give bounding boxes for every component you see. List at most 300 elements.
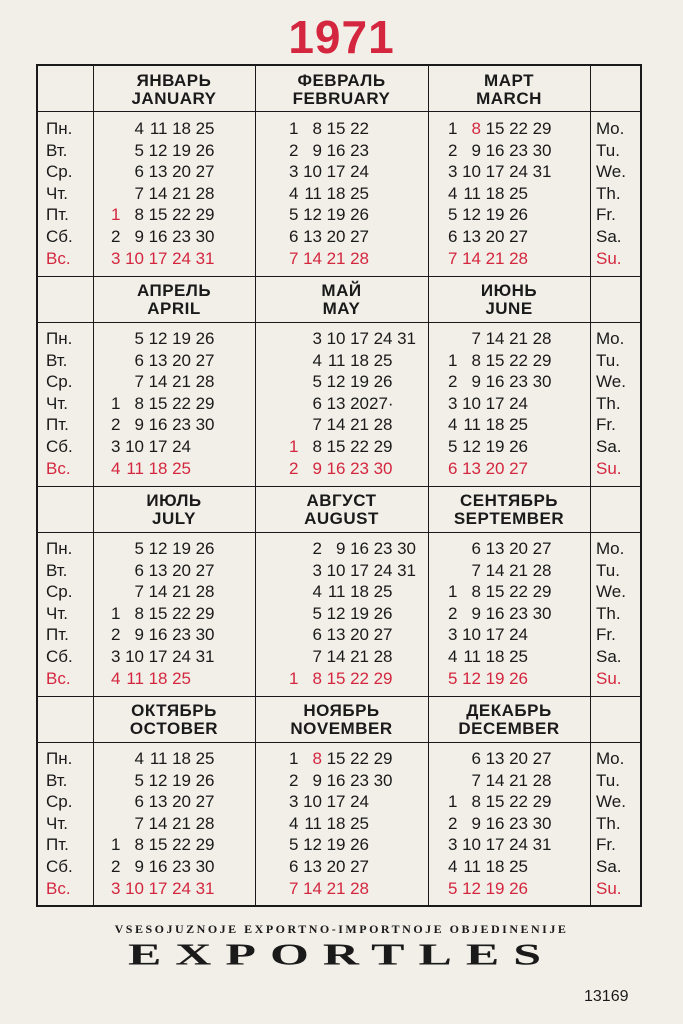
calendar-grid: [36, 64, 642, 907]
day-cell: 7: [134, 372, 144, 392]
weekday-label: Вт.: [46, 140, 68, 160]
day-cell: 22: [509, 119, 528, 138]
day-cell: 24: [172, 248, 191, 268]
month-days: [275, 748, 416, 899]
day-cell: 11: [463, 856, 481, 876]
day-cell: [97, 560, 121, 582]
day-cell: 22: [172, 205, 191, 225]
day-cell: 19: [172, 329, 191, 348]
day-cell: 23: [350, 140, 369, 160]
day-cell: 19: [172, 770, 191, 790]
day-cell: 28: [532, 329, 552, 348]
day-cell: 11: [304, 813, 322, 833]
weekday-label: Th.: [596, 183, 621, 203]
day-cell: [393, 834, 417, 856]
day-cell: 31: [397, 560, 416, 580]
day-cell: 4: [448, 646, 458, 666]
day-cell: 24: [172, 436, 191, 456]
day-cell: [369, 248, 393, 270]
day-cell: 30: [195, 415, 215, 435]
day-cell: 24: [350, 792, 369, 812]
day-cell: [215, 248, 239, 270]
day-cell: 3: [448, 835, 458, 855]
day-cell: 18: [485, 856, 505, 876]
day-cell: 16: [485, 140, 505, 160]
day-cell: 27: [509, 458, 528, 478]
day-cell: 2: [448, 813, 458, 833]
divider: [38, 532, 640, 533]
month-name-en: JANUARY: [131, 89, 217, 108]
day-cell: 6: [312, 625, 322, 645]
day-cell: [215, 204, 239, 226]
day-cell: [552, 646, 576, 668]
day-cell: [393, 603, 417, 625]
day-cell: 12: [326, 603, 346, 623]
day-cell: [552, 813, 576, 835]
day-cell: 14: [326, 646, 346, 666]
day-cell: 6: [134, 792, 144, 812]
day-cell: 15: [148, 835, 168, 855]
weekday-label: Пн.: [46, 329, 73, 348]
day-cell: 9: [134, 856, 144, 876]
day-cell: [552, 140, 576, 162]
month-name-en: AUGUST: [304, 509, 379, 528]
day-cell: 18: [148, 668, 168, 688]
day-cell: 30: [373, 458, 393, 478]
divider: [38, 696, 640, 697]
day-cell: 26: [373, 603, 393, 623]
month-days: [97, 328, 238, 479]
day-cell: [552, 791, 576, 813]
day-cell: 30: [195, 625, 215, 645]
day-cell: 16: [148, 415, 168, 435]
day-cell: 18: [326, 813, 346, 833]
day-cell: 11: [149, 119, 168, 138]
day-cell: [552, 118, 576, 140]
day-cell: 12: [462, 436, 481, 456]
day-cell: 22: [509, 792, 528, 812]
day-cell: [97, 118, 121, 140]
weekday-label: Вс.: [46, 248, 71, 268]
weekday-label: Sa.: [596, 226, 622, 246]
day-cell: 27: [350, 856, 369, 876]
day-cell: 9: [471, 813, 481, 833]
day-cell: 29: [195, 205, 215, 225]
weekday-label: Th.: [596, 603, 621, 623]
day-cell: 13: [326, 625, 346, 645]
month-header: [255, 702, 428, 738]
day-cell: 16: [148, 226, 168, 246]
day-cell: 18: [485, 415, 505, 435]
day-cell: [393, 458, 417, 480]
month-name-ru: ИЮЛЬ: [146, 491, 202, 510]
day-cell: 9: [134, 226, 144, 246]
day-cell: [528, 393, 552, 415]
day-cell: 31: [195, 248, 215, 268]
divider: [38, 276, 640, 277]
day-cell: [552, 856, 576, 878]
day-cell: 21: [350, 646, 369, 666]
day-cell: [215, 813, 239, 835]
weekday-label: Сб.: [46, 226, 73, 246]
weekday-label: Пт.: [46, 625, 69, 645]
day-cell: 21: [172, 183, 191, 203]
month-name-ru: АПРЕЛЬ: [136, 281, 212, 300]
day-cell: 13: [148, 560, 168, 580]
day-cell: 8: [134, 205, 144, 225]
day-cell: 10: [125, 248, 144, 268]
day-cell: 8: [134, 603, 144, 623]
day-cell: 19: [350, 372, 369, 392]
day-cell: [393, 581, 417, 603]
day-cell: 23: [172, 625, 191, 645]
weekday-labels-ru: [46, 538, 73, 689]
day-cell: 27: [532, 539, 552, 558]
day-cell: 1: [111, 603, 121, 623]
day-cell: 21: [172, 372, 191, 392]
day-cell: 6: [134, 162, 144, 182]
day-cell: 30: [195, 856, 215, 876]
day-cell: 4: [289, 183, 299, 203]
day-cell: 17: [350, 329, 369, 348]
day-cell: 20: [172, 560, 191, 580]
day-cell: [215, 458, 239, 480]
day-cell: 23: [373, 539, 393, 558]
day-cell: [528, 856, 552, 878]
day-cell: [97, 538, 121, 560]
month-name-en: OCTOBER: [129, 719, 219, 738]
month-days: [275, 328, 416, 479]
day-cell: [552, 371, 576, 393]
weekday-label: We.: [596, 372, 626, 392]
day-cell: 24: [509, 393, 528, 413]
day-cell: 6: [289, 226, 299, 246]
day-cell: 27: [195, 560, 215, 580]
day-cell: 4: [289, 813, 299, 833]
day-cell: 7: [134, 813, 144, 833]
day-cell: 1: [448, 350, 458, 370]
day-cell: 19: [485, 205, 505, 225]
day-cell: 15: [326, 668, 346, 688]
month-name-en: JUNE: [485, 299, 533, 318]
day-cell: 8: [134, 393, 144, 413]
day-cell: 2: [448, 603, 458, 623]
day-cell: [552, 328, 576, 350]
day-cell: 14: [148, 582, 168, 602]
month-header: [255, 492, 428, 528]
day-cell: 1: [289, 749, 299, 768]
day-cell: 27·: [369, 393, 394, 413]
day-cell: 3: [111, 646, 121, 666]
day-cell: [393, 791, 417, 813]
day-cell: [275, 371, 299, 393]
weekday-label: Fr.: [596, 415, 616, 435]
day-cell: 14: [303, 248, 322, 268]
day-cell: 9: [312, 140, 322, 160]
day-cell: 22: [172, 835, 191, 855]
day-cell: 1: [289, 668, 299, 688]
day-cell: 10: [326, 329, 346, 348]
day-cell: [393, 748, 417, 770]
divider: [38, 742, 640, 743]
day-cell: [393, 624, 417, 646]
day-cell: [97, 183, 121, 205]
day-cell: 17: [148, 248, 168, 268]
day-cell: 17: [148, 436, 168, 456]
weekday-label: Вт.: [46, 770, 68, 790]
day-cell: [215, 328, 239, 350]
weekday-label: Пт.: [46, 835, 69, 855]
day-cell: 7: [471, 770, 481, 790]
day-cell: 8: [312, 668, 322, 688]
day-cell: 12: [148, 140, 168, 160]
day-cell: 1: [111, 205, 121, 225]
day-cell: 20: [172, 162, 191, 182]
day-cell: 4: [448, 183, 458, 203]
day-cell: 8: [471, 350, 481, 370]
day-cell: 24: [172, 646, 191, 666]
day-cell: 22: [350, 749, 369, 768]
day-cell: 1: [289, 436, 299, 456]
day-cell: 13: [326, 393, 346, 413]
day-cell: 25: [350, 183, 369, 203]
weekday-label: Пт.: [46, 415, 69, 435]
month-days: [434, 748, 575, 899]
day-cell: 22: [509, 350, 528, 370]
day-cell: 28: [532, 560, 552, 580]
day-cell: 18: [350, 582, 369, 602]
day-cell: [215, 581, 239, 603]
day-cell: 15: [485, 119, 505, 138]
day-cell: 8: [134, 835, 144, 855]
day-cell: 6: [289, 856, 299, 876]
day-cell: 27: [195, 792, 215, 812]
day-cell: [97, 371, 121, 393]
day-cell: [275, 538, 299, 560]
weekday-label: Чт.: [46, 393, 68, 413]
day-cell: 2: [111, 856, 121, 876]
day-cell: 17: [485, 835, 505, 855]
day-cell: 3: [111, 248, 121, 268]
weekday-label: Sa.: [596, 436, 622, 456]
day-cell: 18: [350, 350, 369, 370]
year-title: 1971: [288, 11, 395, 63]
day-cell: 11: [463, 646, 481, 666]
day-cell: 29: [373, 436, 393, 456]
weekday-labels-en: [596, 328, 626, 479]
day-cell: 26: [195, 770, 215, 790]
day-cell: 2: [111, 625, 121, 645]
day-cell: 21: [326, 878, 346, 898]
day-cell: [528, 226, 552, 248]
month-days: [434, 118, 575, 269]
day-cell: [528, 204, 552, 226]
weekday-label: Tu.: [596, 560, 620, 580]
day-cell: 17: [485, 162, 505, 182]
day-cell: 21: [485, 248, 505, 268]
day-cell: 1: [111, 393, 121, 413]
day-cell: [434, 770, 458, 792]
day-cell: [552, 624, 576, 646]
weekday-label: Пн.: [46, 539, 73, 558]
day-cell: 4: [448, 856, 458, 876]
day-cell: 26: [195, 539, 215, 558]
day-cell: 3: [111, 436, 121, 456]
day-cell: [369, 140, 393, 162]
day-cell: 5: [448, 436, 458, 456]
day-cell: 11: [327, 582, 346, 602]
day-cell: 29: [373, 668, 393, 688]
weekday-label: Чт.: [46, 603, 68, 623]
day-cell: 29: [532, 792, 552, 812]
day-cell: 1: [448, 582, 458, 602]
day-cell: 6: [448, 458, 458, 478]
weekday-label: Сб.: [46, 856, 73, 876]
day-cell: 1: [448, 119, 458, 138]
day-cell: 7: [471, 329, 481, 348]
day-cell: 26: [373, 372, 393, 392]
day-cell: 6: [134, 350, 144, 370]
day-cell: [528, 248, 552, 270]
weekday-label: Fr.: [596, 625, 616, 645]
day-cell: 10: [462, 393, 481, 413]
day-cell: 19: [326, 835, 346, 855]
day-cell: [434, 328, 458, 350]
day-cell: 14: [485, 560, 505, 580]
day-cell: 24: [509, 625, 528, 645]
day-cell: 31: [532, 835, 552, 855]
day-cell: 5: [134, 770, 144, 790]
day-cell: [552, 248, 576, 270]
day-cell: 20: [485, 226, 505, 246]
day-cell: 28: [509, 248, 528, 268]
day-cell: 19: [485, 878, 505, 898]
day-cell: [393, 878, 417, 900]
month-name-en: APRIL: [147, 299, 201, 318]
day-cell: 10: [462, 835, 481, 855]
day-cell: 11: [463, 183, 481, 203]
day-cell: 3: [289, 792, 299, 812]
month-name-en: DECEMBER: [458, 719, 560, 738]
weekday-label: Su.: [596, 668, 622, 688]
day-cell: [215, 668, 239, 690]
day-cell: 25: [195, 749, 215, 768]
day-cell: 17: [148, 878, 168, 898]
day-cell: [215, 371, 239, 393]
day-cell: 25: [509, 856, 528, 876]
day-cell: 29: [195, 603, 215, 623]
day-cell: 21: [172, 582, 191, 602]
day-cell: 3: [448, 162, 458, 182]
day-cell: 26: [350, 205, 369, 225]
day-cell: 28: [373, 646, 393, 666]
weekday-label: We.: [596, 582, 626, 602]
day-cell: [97, 581, 121, 603]
day-cell: 27: [532, 749, 552, 768]
day-cell: 14: [148, 372, 168, 392]
day-cell: 10: [125, 878, 144, 898]
day-cell: [393, 161, 417, 183]
day-cell: 15: [485, 582, 505, 602]
weekday-label: Mo.: [596, 119, 625, 138]
day-cell: 15: [326, 119, 346, 138]
day-cell: 5: [312, 603, 322, 623]
day-cell: 14: [485, 329, 505, 348]
day-cell: 8: [312, 119, 322, 138]
day-cell: [97, 161, 121, 183]
day-cell: [552, 878, 576, 900]
day-cell: [528, 668, 552, 690]
day-cell: [393, 204, 417, 226]
day-cell: [215, 878, 239, 900]
day-cell: 4: [448, 415, 458, 435]
day-cell: 15: [148, 205, 168, 225]
day-cell: [552, 161, 576, 183]
weekday-labels-ru: [46, 328, 73, 479]
day-cell: 23: [509, 372, 528, 392]
day-cell: 2: [111, 226, 121, 246]
month-name-en: SEPTEMBER: [453, 509, 565, 528]
weekday-label: Ср.: [46, 162, 73, 182]
day-cell: 31: [397, 329, 416, 348]
weekday-label: Mo.: [596, 329, 625, 348]
day-cell: 9: [471, 372, 481, 392]
day-cell: 23: [172, 415, 191, 435]
day-cell: [552, 834, 576, 856]
day-cell: [528, 414, 552, 436]
day-cell: [393, 813, 417, 835]
day-cell: [215, 856, 239, 878]
day-cell: 22: [350, 668, 369, 688]
day-cell: 25: [373, 582, 393, 602]
day-cell: 5: [289, 835, 299, 855]
day-cell: 13: [148, 792, 168, 812]
month-name-ru: СЕНТЯБРЬ: [459, 491, 559, 510]
day-cell: 2: [448, 140, 458, 160]
month-name-en: JULY: [152, 509, 196, 528]
day-cell: 27: [195, 162, 215, 182]
day-cell: 16: [148, 856, 168, 876]
weekday-label: Th.: [596, 813, 621, 833]
day-cell: [215, 791, 239, 813]
day-cell: 12: [326, 372, 346, 392]
weekday-label: Su.: [596, 878, 622, 898]
day-cell: [393, 226, 417, 248]
day-cell: [528, 878, 552, 900]
day-cell: 28: [350, 878, 369, 898]
day-cell: 7: [134, 183, 144, 203]
day-cell: 25: [373, 350, 393, 370]
month-header: [93, 492, 255, 528]
day-cell: [97, 791, 121, 813]
footer-subtitle: VSESOJUZNOJE EXPORTNO-IMPORTNOJE OBJEDINENIJE: [114, 922, 569, 936]
day-cell: 22: [172, 393, 191, 413]
weekday-label: Чт.: [46, 183, 68, 203]
month-name-ru: ЯНВАРЬ: [136, 71, 212, 90]
day-cell: 7: [134, 582, 144, 602]
month-days: [97, 748, 238, 899]
day-cell: [528, 624, 552, 646]
day-cell: 7: [289, 248, 299, 268]
weekday-label: Mo.: [596, 749, 625, 768]
day-cell: 29: [195, 835, 215, 855]
day-cell: [215, 770, 239, 792]
day-cell: 27: [195, 350, 215, 370]
day-cell: 10: [303, 162, 322, 182]
day-cell: 22: [509, 582, 528, 602]
day-cell: 3: [312, 329, 322, 348]
day-cell: [275, 560, 299, 582]
